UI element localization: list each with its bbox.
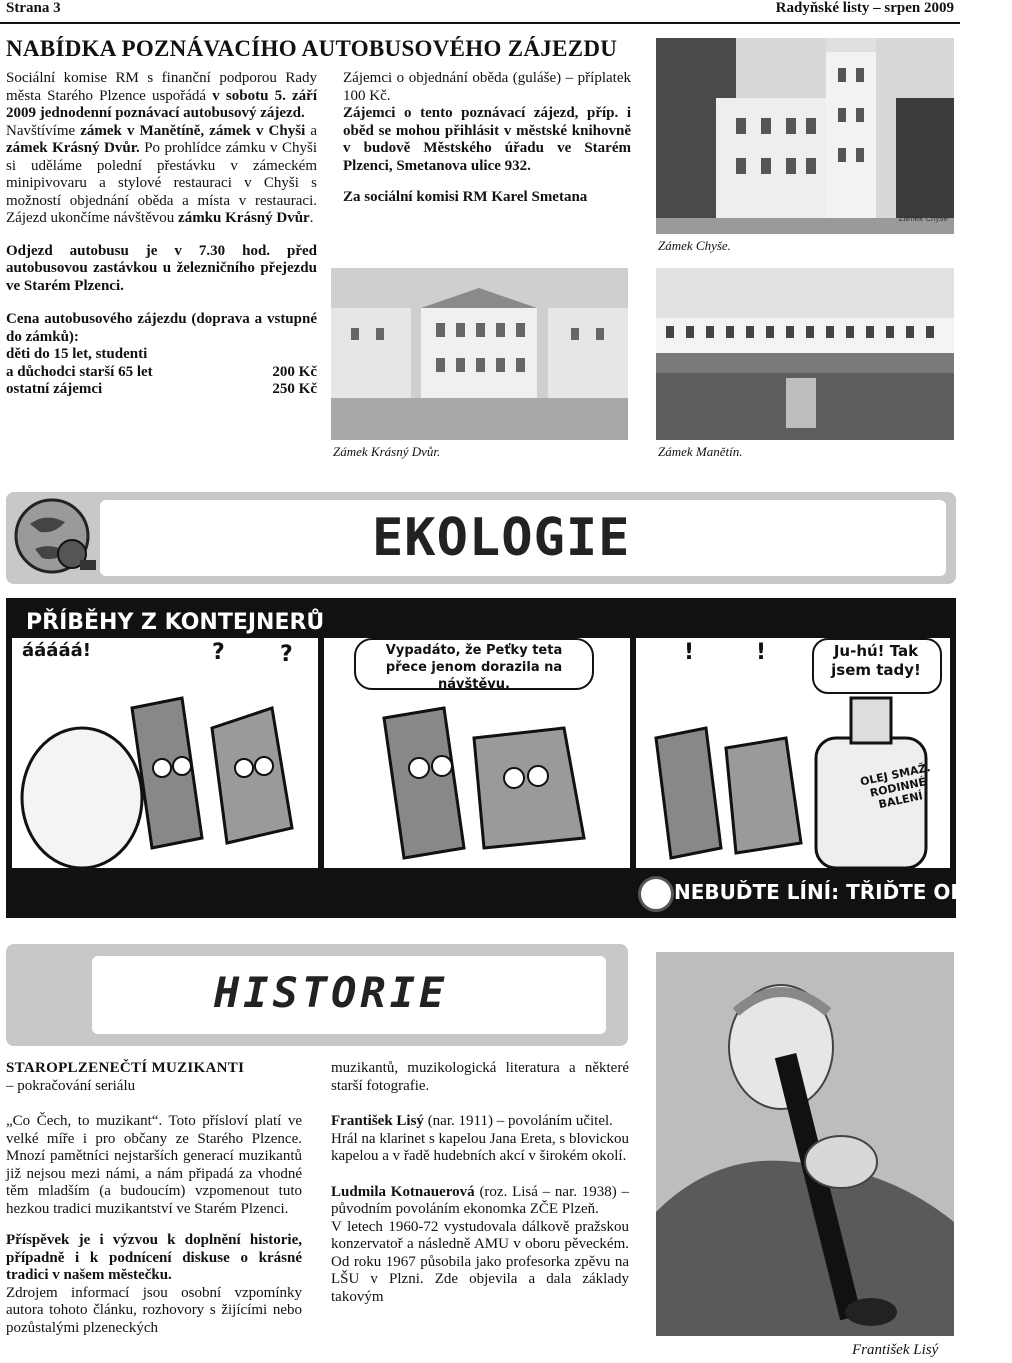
trip-intro: Sociální komise RM s finanční podporou Rady města Starého Plzence uspořádá — [6, 70, 317, 104]
publication-title: Radyňské listy – srpen 2009 — [775, 0, 954, 16]
historie-p3: Zdrojem informací jsou osobní vzpomínky autora tohoto článku, rozhovory s žijícími nebo pozůstalými plzeneckých — [6, 1284, 302, 1336]
trip-price-row-others — [6, 381, 317, 399]
historie-p2: Příspěvek je i výzvou k doplnění historie, případně i k podnícení diskuse o krásné tradici v našem městečku. — [6, 1232, 302, 1283]
trip-title: NABÍDKA POZNÁVACÍHO AUTOBUSOVÉHO ZÁJEZDU — [6, 36, 618, 61]
lisy-p2: Hrál na klarinet s kapelou Jana Ereta, s blovickou kapelou a v řadě hudebních akcí v širokém okolí. — [331, 1130, 629, 1164]
trip-visit-text: Navštívíme — [6, 122, 76, 139]
photo-watermark: Zámek Chyše — [898, 214, 948, 223]
price-label-seniors: a důchodci starší 65 let — [6, 363, 153, 380]
trip-price-intro: Cena autobusového zájezdu (doprava a vstupné do zámků): — [6, 311, 317, 345]
photo-zamek-krasny-dvur — [331, 268, 628, 440]
trip-signup-b: i oběd se mohou přihlásit v městské knihovně v budově Městského úřadu ve Starém Plzenci, Smetanova ulice 932. — [343, 105, 631, 174]
historie-c2-p1: muzikantů, muzikologická literatura a některé starší fotografie. — [331, 1060, 629, 1094]
caption-lisy: František Lisý — [852, 1342, 939, 1358]
comic-p3-ex1: ! — [684, 640, 695, 665]
comic-p3-bubble-text: Ju-hú! Tak jsem tady! — [831, 642, 921, 679]
lisy-name: František Lisý — [331, 1113, 424, 1129]
price-value-seniors: 200 Kč — [272, 363, 317, 380]
trip-end-castle: zámku Krásný Dvůr — [178, 210, 310, 226]
historie-subheading: – pokračování seriálu — [6, 1077, 136, 1094]
comic-strip — [6, 598, 1012, 918]
castle-manetin-illustration — [656, 268, 954, 440]
lisy-text: (nar. 1911) – povoláním učitel. — [427, 1113, 613, 1129]
comic-p2-bubble-text: Vypadáto, že Peťky teta přece jenom dorazila na návštěvu. — [385, 643, 563, 692]
header-rule — [0, 22, 960, 24]
trip-castle-krasny: zámek Krásný Dvůr. — [6, 140, 140, 156]
comic-characters-2 — [324, 698, 630, 868]
trip-column-2 — [343, 70, 631, 207]
comic-bottle-label: OLEJ SMAŽ. RODINNÉ BALENÍ — [859, 761, 932, 812]
portrait-clarinet-illustration — [656, 952, 954, 1336]
comic-panel-3 — [636, 638, 950, 868]
trip-departure: Odjezd autobusu je v 7.30 hod. před autobusovou zastávkou u železničního přejezdu ve Starém Plzenci. — [6, 242, 317, 294]
photo-frantisek-lisy — [656, 952, 954, 1336]
caption-chyse: Zámek Chyše. — [658, 238, 731, 253]
trip-column-1 — [6, 70, 317, 399]
caption-krasny-dvur: Zámek Krásný Dvůr. — [333, 444, 441, 459]
trip-program: Po prohlídce zámku v Chyši si uděláme polední přestávku v zámeckém minipivovaru a stylové restauraci v Chyši s možností objednání oběda a místa v restauraci. Zájezd ukončíme návštěvou — [6, 140, 317, 226]
historie-title: HISTORIE — [214, 968, 449, 1017]
comic-p1-q2: ? — [280, 642, 293, 667]
photo-zamek-manetin — [656, 268, 954, 440]
trip-price-row-seniors — [6, 364, 317, 382]
trip-castles: zámek v Manětíně, zámek v Chyši — [80, 122, 306, 139]
trip-lunch-note: Zájemci o objednání oběda (guláše) – příplatek 100 Kč. — [343, 70, 631, 104]
photo-zamek-chyse — [656, 38, 954, 234]
price-value-others: 250 Kč — [272, 381, 317, 397]
castle-chyse-illustration — [656, 38, 954, 234]
kotnauerova-p2: V letech 1960-72 vystudovala dálkově pražskou konzervatoř a následně AMU v oboru pěveckém. Od roku 1967 působila jako profesorka zpěvu na LŠU v Plzni. Zde objevila a dala základy takovým — [331, 1218, 629, 1305]
kotnauerova-text: (roz. Lisá – nar. 1938) – původním povoláním ekonomka ZČE Plzeň. — [331, 1183, 630, 1217]
trip-price-line1: děti do 15 let, studenti — [6, 346, 148, 362]
kotnauerova-name: Ludmila Kotnauerová — [331, 1183, 475, 1200]
trip-and: a — [310, 122, 318, 139]
comic-title: PŘÍBĚHY Z KONTEJNERŮ — [26, 610, 325, 635]
trip-period: . — [309, 210, 314, 226]
comic-panel-2 — [324, 638, 630, 868]
comic-slogan: NEBUĎTE LÍNÍ: TŘIĎTE ODPAD — [674, 880, 1012, 904]
historie-p1: „Co Čech, to muzikant“. Toto přísloví platí ve velké míře i pro občany ze Starého Plzence. Mnozí pamětníci nejstarších generací muzikantů již nejsou mezi námi, a nám připadá za vhodné těm mladším (a budoucím) vzpomenout tuto hezkou tradici muzikantství ve Starém Plzenci. — [6, 1113, 302, 1217]
comic-panel-1 — [12, 638, 318, 868]
castle-krasny-dvur-illustration — [331, 268, 628, 440]
historie-heading: STAROPLZENEČTÍ MUZIKANTI — [6, 1060, 245, 1076]
comic-p1-q1: ? — [212, 640, 225, 665]
page-number: Strana 3 — [6, 0, 61, 16]
recycle-icon — [638, 876, 674, 912]
historie-column-2 — [331, 1060, 629, 1306]
caption-manetin: Zámek Manětín. — [658, 444, 743, 459]
price-label-others: ostatní zájemci — [6, 381, 103, 397]
globe-gasmask-icon — [10, 494, 100, 584]
ekologie-title: EKOLOGIE — [372, 508, 631, 568]
comic-p1-shout: ááááá! — [22, 640, 91, 661]
trip-signup-a: Zájemci o tento poznávací zájezd, příp. — [343, 105, 619, 121]
historie-column-1 — [6, 1060, 302, 1337]
trip-date: v sobotu 5. září 2009 jednodenní poznávací autobusový zájezd. — [6, 87, 318, 121]
trip-signature: Za sociální komisi RM Karel Smetana — [343, 189, 588, 205]
comic-p3-ex2: ! — [756, 640, 767, 665]
comic-characters-1 — [12, 668, 318, 868]
